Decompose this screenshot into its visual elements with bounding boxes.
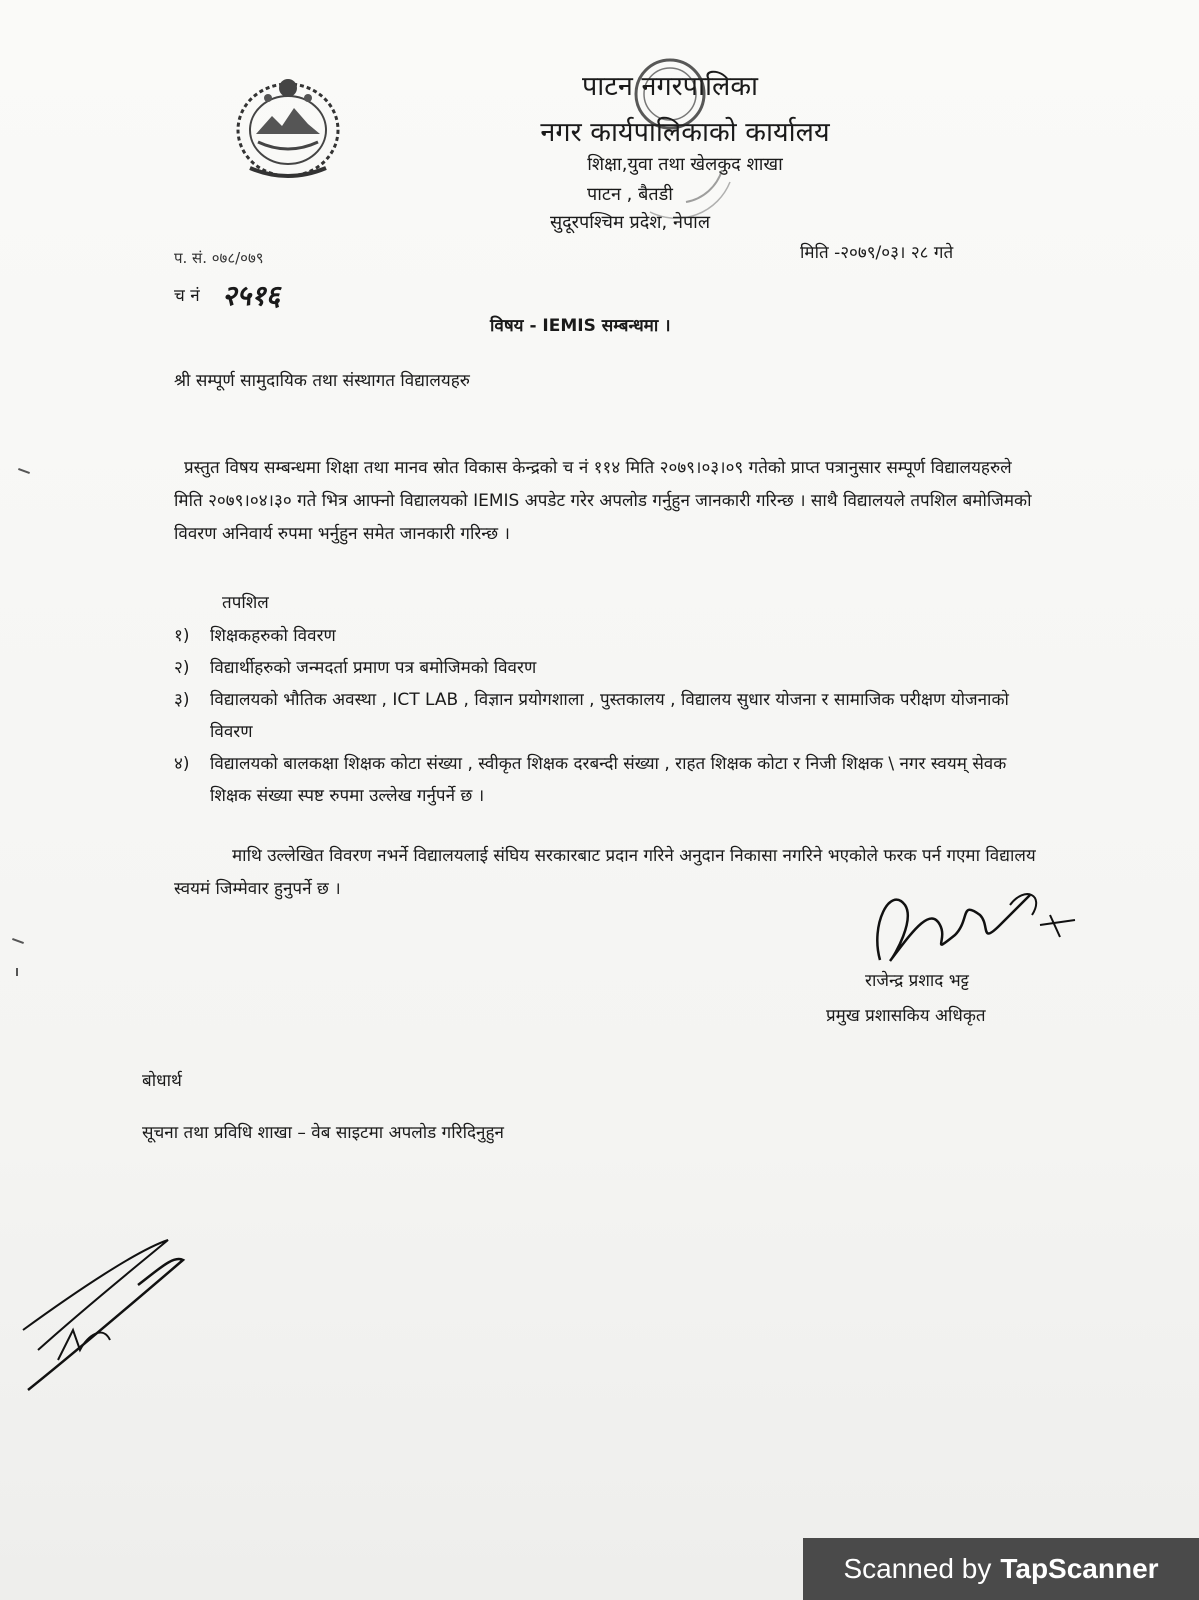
list-item-number: २) — [174, 658, 190, 678]
watermark-brand: TapScanner — [1000, 1553, 1159, 1584]
list-item — [174, 684, 1044, 748]
officer-signature-icon — [860, 865, 1090, 975]
body-paragraph-2: माथि उल्लेखित विवरण नभर्ने विद्यालयलाई संघिय सरकारबाट प्रदान गरिने अनुदान निकासा नगरिने भएकोले फरक पर्न गएमा विद्यालय स्वयमं जिम्मेवार हुनुपर्ने छ । — [174, 846, 1036, 899]
body-paragraph-1: प्रस्तुत विषय सम्बन्धमा शिक्षा तथा मानव स्रोत विकास केन्द्रको च नं ११४ मिति २०७९।०३।०९ गतेको प्राप्त पत्रानुसार सम्पूर्ण विद्यालयहरुले मिति २०७९।०४।३० गते भित्र आफ्नो विद्यालयको IEMIS अपडेट गरेर अपलोड गर्नुहुन जानकारी गरिन्छ । साथै विद्यालयले तपशिल बमोजिमको विवरण अनिवार्य रुपमा भर्नुहुन समेत जानकारी गरिन्छ । — [174, 458, 1032, 544]
scanner-watermark — [803, 1538, 1199, 1600]
list-item-text: विद्यार्थीहरुको जन्मदर्ता प्रमाण पत्र बमोजिमको विवरण — [210, 658, 537, 678]
list-item — [174, 620, 1044, 652]
signatory-name: राजेन्द्र प्रशाद भट्ट — [865, 971, 969, 991]
office-name: नगर कार्यपालिकाको कार्यालय — [540, 117, 830, 148]
cc-recipient: सूचना तथा प्रविधि शाखा – वेब साइटमा अपलोड गरिदिनुहुन — [142, 1123, 504, 1143]
dispatch-number-label: च नं — [174, 286, 200, 306]
list-item — [174, 652, 1044, 684]
list-item-number: ३) — [174, 690, 190, 710]
letter-date: मिति -२०७९/०३। २८ गते — [800, 243, 954, 263]
handwritten-initials-icon — [18, 1230, 198, 1405]
dispatch-number: २५१६ — [222, 279, 281, 312]
margin-mark — [12, 938, 24, 944]
nepal-emblem-icon — [228, 72, 348, 184]
list-item-text: विद्यालयको बालकक्षा शिक्षक कोटा संख्या , स्वीकृत शिक्षक दरबन्दी संख्या , राहत शिक्षक कोटा र निजी शिक्षक \ नगर स्वयम् सेवक शिक्षक संख्या स्पष्ट रुपमा उल्लेख गर्नुपर्ने छ । — [210, 754, 1007, 806]
list-item-number: १) — [174, 626, 190, 646]
letter-subject: विषय - IEMIS सम्बन्धमा । — [490, 316, 671, 336]
list-item-number: ४) — [174, 754, 190, 774]
list-item — [174, 748, 1044, 812]
details-list — [174, 620, 1044, 812]
cc-label: बोधार्थ — [142, 1071, 182, 1091]
province-country: सुदूरपश्चिम प्रदेश, नेपाल — [549, 212, 711, 233]
municipality-name: पाटन नगरपालिका — [581, 71, 759, 102]
details-label: तपशिल — [222, 593, 269, 613]
letter-addressee: श्री सम्पूर्ण सामुदायिक तथा संस्थागत विद्यालयहरु — [174, 371, 470, 391]
office-location: पाटन , बैतडी — [587, 184, 673, 205]
section-name: शिक्षा,युवा तथा खेलकुद शाखा — [587, 154, 783, 175]
margin-mark — [18, 468, 30, 474]
list-item-text: शिक्षकहरुको विवरण — [210, 626, 336, 646]
list-item-text: विद्यालयको भौतिक अवस्था , ICT LAB , विज्ञान प्रयोगशाला , पुस्तकालय , विद्यालय सुधार योजना र सामाजिक परीक्षण योजनाको विवरण — [210, 690, 1009, 742]
margin-mark — [16, 968, 18, 976]
watermark-prefix: Scanned by — [843, 1553, 992, 1584]
office-stamp-icon — [590, 52, 740, 237]
signatory-title: प्रमुख प्रशासकिय अधिकृत — [826, 1006, 986, 1026]
reference-number: प. सं. ०७८/०७९ — [174, 249, 264, 267]
